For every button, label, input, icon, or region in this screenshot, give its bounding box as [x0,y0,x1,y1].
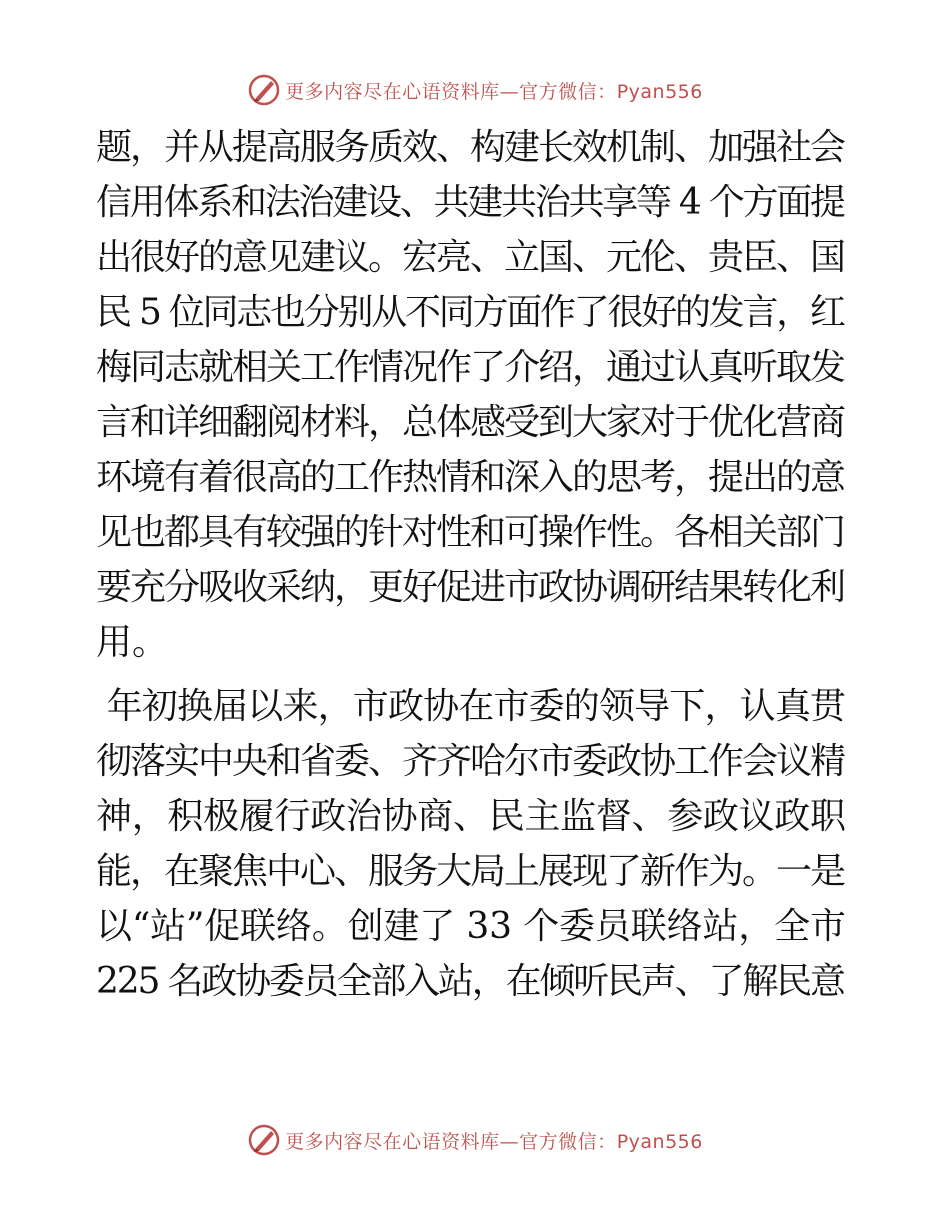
text-line: 用。 [96,622,169,663]
text-line: 能，在聚焦中心、服务大局上展现了新作为。一是 [96,851,844,892]
paragraph [96,679,856,1009]
paragraph [96,120,856,670]
watermark-text: 更多内容尽在心语资料库—官方微信：Pyan556 [285,80,703,103]
text-line: 年初换届以来，市政协在市委的领导下，认真贯 [96,686,846,727]
text-line: 出很好的意见建议。宏亮、立国、元伦、贵臣、国 [96,237,844,278]
text-line: 题，并从提高服务质效、构建长效机制、加强社会 [96,127,844,168]
text-line: 彻落实中央和省委、齐齐哈尔市委政协工作会议精 [96,741,844,782]
text-line: 要充分吸收采纳，更好促进市政协调研结果转化利 [96,567,844,608]
quill-logo-icon [247,73,281,107]
text-line: 言和详细翻阅材料，总体感受到大家对于优化营商 [96,402,844,443]
text-line: 以“站”促联络。创建了 33 个委员联络站，全市 [96,906,846,947]
text-line: 神，积极履行政治协商、民主监督、参政议政职 [96,796,846,837]
text-line: 民 5 位同志也分别从不同方面作了很好的发言，红 [96,292,844,333]
document-body [96,120,856,1009]
text-line: 225 名政协委员全部入站，在倾听民声、了解民意 [96,961,844,1002]
text-line: 梅同志就相关工作情况作了介绍，通过认真听取发 [96,347,844,388]
watermark-text: 更多内容尽在心语资料库—官方微信：Pyan556 [285,1130,703,1153]
footer-watermark [0,1120,950,1160]
text-line: 信用体系和法治建设、共建共治共享等 4 个方面提 [96,182,844,223]
text-line: 环境有着很高的工作热情和深入的思考，提出的意 [96,457,844,498]
header-watermark [0,70,950,110]
quill-logo-icon [247,1123,281,1157]
paragraph-gap [96,670,856,679]
text-line: 见也都具有较强的针对性和可操作性。各相关部门 [96,512,844,553]
